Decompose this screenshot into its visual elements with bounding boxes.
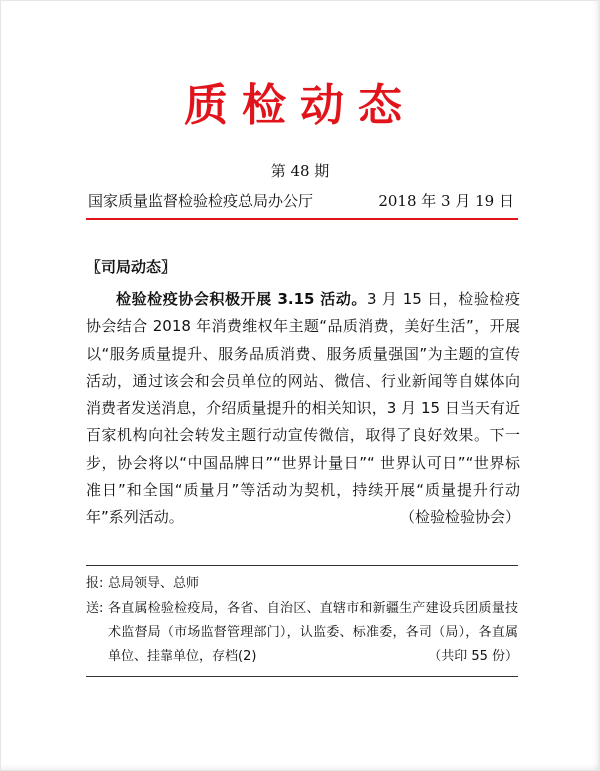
distribution-top-rule bbox=[86, 565, 518, 566]
send-text: 各直属检验检疫局，各省、自治区、直辖市和新疆生产建设兵团质量技术监督局（市场监督管理部门），认监委、标准委，各司（局），各直属单位、挂靠单位，存档(2) bbox=[108, 601, 518, 664]
masthead-title: 质检动态 bbox=[184, 80, 416, 131]
report-to-row bbox=[86, 572, 520, 596]
article-paragraph bbox=[86, 286, 520, 532]
distribution-bottom-rule bbox=[86, 676, 518, 677]
send-text-block bbox=[108, 597, 518, 669]
masthead-red-rule bbox=[86, 218, 518, 220]
issue-date: 2018 年 3 月 19 日 bbox=[378, 192, 514, 210]
issuer: 国家质量监督检验检疫总局办公厅 bbox=[88, 192, 314, 210]
article-body: 3 月 15 日，检验检疫协会结合 2018 年消费维权年主题“品质消费，美好生活”，开展以“服务质量提升、服务品质消费、服务质量强国”为主题的宣传活动，通过该会和会员单位的网站、微信、行业新闻等自媒体向消费者发送消息，介绍质量提升的相关知识，3 月 15 日当天有近百家机构向社会转发主题行动宣传微信，取得了良好效果。下一步，协会将以“中国品牌日”“世界计量日”“ 世界认可日”“世界标准日”和全国“质量月”等活动为契机，持续开展“质量提升行动年”系列活动。 bbox=[86, 290, 520, 527]
article-source: （检验检验协会） bbox=[399, 508, 520, 527]
section-tag: 〖司局动态〗 bbox=[86, 258, 177, 276]
issue-number: 第 48 期 bbox=[270, 162, 330, 180]
send-label: 送: bbox=[86, 601, 104, 616]
report-label: 报: bbox=[86, 576, 104, 591]
send-to-row bbox=[86, 597, 520, 669]
article-headline: 检验检疫协会积极开展 3.15 活动。 bbox=[116, 290, 367, 308]
report-text: 总局领导、总师 bbox=[108, 576, 200, 591]
print-count: （共印 55 份） bbox=[428, 649, 518, 664]
